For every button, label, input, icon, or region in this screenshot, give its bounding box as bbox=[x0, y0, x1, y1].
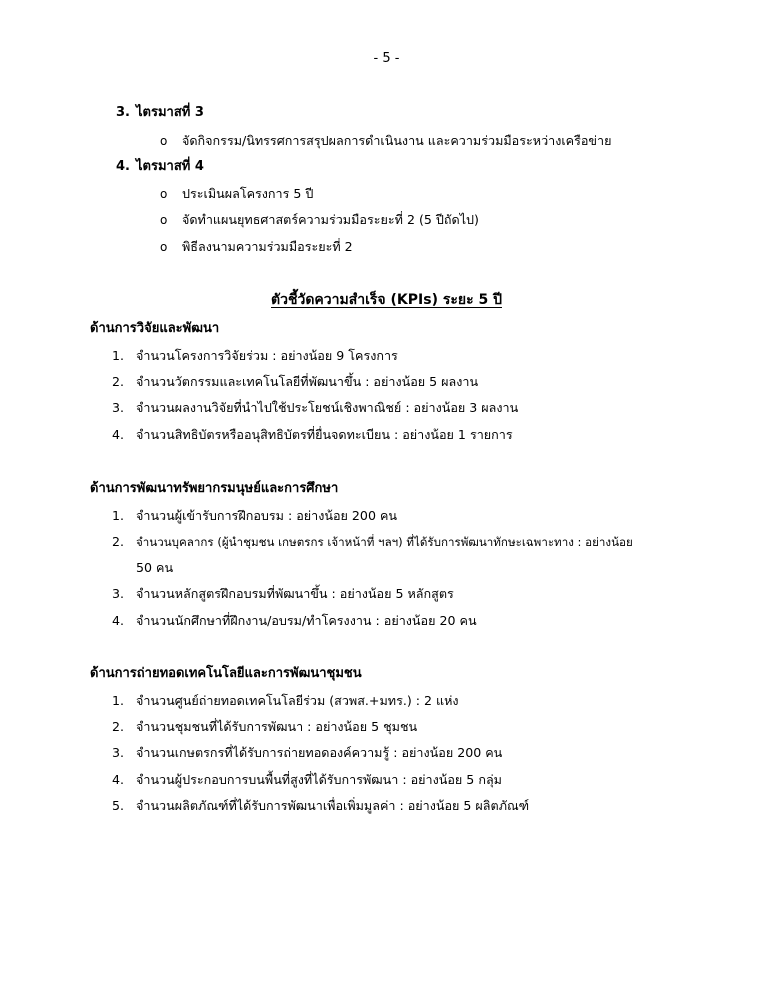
item-number: 3. bbox=[111, 745, 124, 760]
list-item: จำนวนโครงการวิจัยร่วม : อย่างน้อย 9 โครงการ bbox=[136, 348, 398, 363]
kpi-heading bbox=[0, 290, 773, 310]
list-item: จำนวนวัตกรรมและเทคโนโลยีที่พัฒนาขึ้น : อย่างน้อย 5 ผลงาน bbox=[136, 374, 479, 389]
item-number: 1. bbox=[111, 693, 124, 708]
page-number: - 5 - bbox=[373, 51, 400, 66]
item-number: 2. bbox=[111, 374, 124, 389]
item-number: 4. bbox=[111, 613, 124, 628]
item-number: 3. bbox=[111, 400, 124, 415]
list-item: จำนวนสิทธิบัตรหรืออนุสิทธิบัตรที่ยื่นจดทะเบียน : อย่างน้อย 1 รายการ bbox=[136, 427, 513, 442]
list-item: จำนวนผู้ประกอบการบนพื้นที่สูงที่ได้รับการพัฒนา : อย่างน้อย 5 กลุ่ม bbox=[136, 772, 502, 787]
section-heading: ด้านการถ่ายทอดเทคโนโลยีและการพัฒนาชุมชน bbox=[90, 666, 362, 681]
quarter-number: 3. bbox=[116, 105, 130, 120]
bullet-icon: o bbox=[160, 134, 168, 148]
section-heading: ด้านการวิจัยและพัฒนา bbox=[90, 321, 220, 336]
item-number: 2. bbox=[111, 719, 124, 734]
item-number: 4. bbox=[111, 772, 124, 787]
item-number: 1. bbox=[111, 348, 124, 363]
list-item: จำนวนหลักสูตรฝึกอบรมที่พัฒนาขึ้น : อย่างน้อย 5 หลักสูตร bbox=[136, 586, 454, 601]
list-item: จำนวนเกษตรกรที่ได้รับการถ่ายทอดองค์ความรู้ : อย่างน้อย 200 คน bbox=[136, 745, 503, 760]
list-item-continuation: 50 คน bbox=[136, 560, 174, 575]
list-item: พิธีลงนามความร่วมมือระยะที่ 2 bbox=[182, 239, 353, 254]
list-item: ประเมินผลโครงการ 5 ปี bbox=[182, 186, 314, 201]
list-item: จำนวนผลงานวิจัยที่นำไปใช้ประโยชน์เชิงพาณิชย์ : อย่างน้อย 3 ผลงาน bbox=[136, 400, 519, 415]
list-item: จำนวนผลิตภัณฑ์ที่ได้รับการพัฒนาเพื่อเพิ่มมูลค่า : อย่างน้อย 5 ผลิตภัณฑ์ bbox=[136, 798, 530, 813]
list-item: จำนวนศูนย์ถ่ายทอดเทคโนโลยีร่วม (สวพส.+มทร.) : 2 แห่ง bbox=[136, 693, 459, 708]
quarter-number: 4. bbox=[116, 159, 130, 174]
bullet-icon: o bbox=[160, 187, 168, 201]
kpi-heading-text: ตัวชี้วัดความสำเร็จ (KPIs) ระยะ 5 ปี bbox=[271, 292, 502, 308]
quarter-title: ไตรมาสที่ 3 bbox=[136, 105, 204, 120]
list-item: จัดกิจกรรม/นิทรรศการสรุปผลการดำเนินงาน และความร่วมมือระหว่างเครือข่าย bbox=[182, 133, 612, 148]
list-item: จัดทำแผนยุทธศาสตร์ความร่วมมือระยะที่ 2 (5 ปีถัดไป) bbox=[182, 212, 479, 227]
list-item: จำนวนนักศึกษาที่ฝึกงาน/อบรม/ทำโครงงาน : อย่างน้อย 20 คน bbox=[136, 613, 477, 628]
list-item: จำนวนชุมชนที่ได้รับการพัฒนา : อย่างน้อย 5 ชุมชน bbox=[136, 719, 418, 734]
item-number: 2. bbox=[111, 534, 124, 549]
item-number: 4. bbox=[111, 427, 124, 442]
item-number: 1. bbox=[111, 508, 124, 523]
bullet-icon: o bbox=[160, 240, 168, 254]
quarter-title: ไตรมาสที่ 4 bbox=[136, 159, 204, 174]
bullet-icon: o bbox=[160, 213, 168, 227]
item-number: 3. bbox=[111, 586, 124, 601]
list-item: จำนวนบุคลากร (ผู้นำชุมชน เกษตรกร เจ้าหน้าที่ ฯลฯ) ที่ได้รับการพัฒนาทักษะเฉพาะทาง : อย่างน้อย bbox=[136, 535, 633, 549]
item-number: 5. bbox=[111, 798, 124, 813]
list-item: จำนวนผู้เข้ารับการฝึกอบรม : อย่างน้อย 200 คน bbox=[136, 508, 397, 523]
section-heading: ด้านการพัฒนาทรัพยากรมนุษย์และการศึกษา bbox=[90, 481, 339, 496]
